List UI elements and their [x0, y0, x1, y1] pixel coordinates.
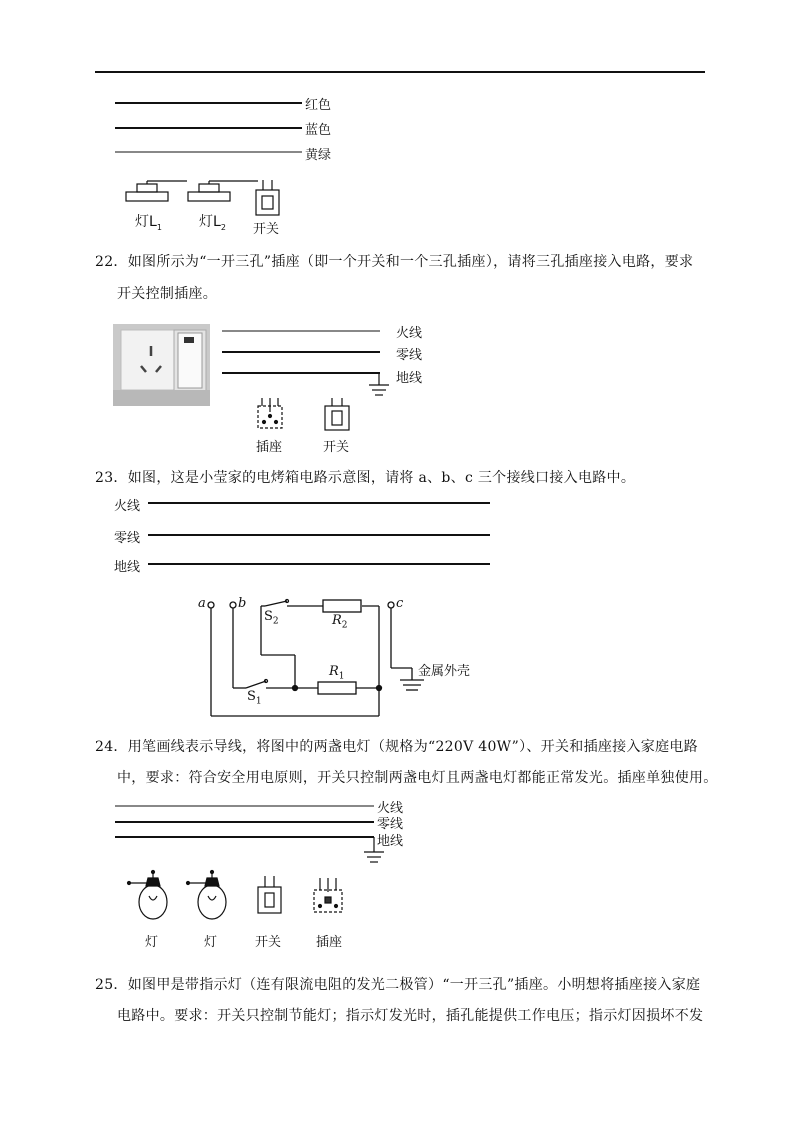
s2-text: S: [264, 609, 273, 624]
wire-label-red: 红色: [305, 98, 332, 113]
q24-lamp-1-label: 灯: [145, 935, 159, 950]
wire-label-blue: 蓝色: [305, 123, 332, 138]
switch-s2[interactable]: [265, 601, 287, 606]
r1-label: [329, 664, 345, 682]
resistor-r1: [318, 682, 356, 694]
switch-s1[interactable]: [246, 681, 266, 688]
lamp-l1-subscript: 1: [156, 222, 162, 232]
q22-socket-symbol[interactable]: [258, 398, 282, 428]
q22-ground-symbol: [369, 373, 389, 395]
r2-label: [332, 613, 348, 631]
terminal-b[interactable]: [230, 602, 236, 608]
q24-lamp-2-symbol[interactable]: [187, 871, 227, 920]
s1-subscript: 1: [255, 696, 262, 707]
q22-figure: [113, 324, 389, 430]
r2-subscript: 2: [341, 620, 348, 631]
metal-shell-label: 金属外壳: [418, 664, 471, 679]
q24-text-line-2: 中，要求：符合安全用电原则，开关只控制两盏电灯且两盏电灯都能正常发光。插座单独使用。: [117, 770, 718, 786]
q24-text-line-1: 24．用笔画线表示导线，将图中的两盏电灯（规格为“220V 40W”）、开关和插座接入家庭电路: [95, 739, 698, 755]
lamp-l1-symbol[interactable]: [126, 181, 187, 201]
q23-earth-label: 地线: [114, 560, 141, 575]
q24-lamp-1-symbol[interactable]: [128, 871, 168, 920]
oven-circuit: [208, 600, 424, 717]
q24-figure: [115, 806, 384, 919]
q24-switch-symbol[interactable]: [258, 876, 281, 913]
q24-switch-label: 开关: [255, 935, 282, 950]
terminal-c-label: c: [396, 596, 404, 611]
q25-text-line-2: 电路中。要求：开关只控制节能灯；指示灯发光时，插孔能提供工作电压；指示灯因损坏不发: [117, 1008, 704, 1024]
lamp-l2-symbol[interactable]: [188, 181, 258, 201]
q24-earth-label: 地线: [377, 834, 404, 849]
switch-symbol[interactable]: [256, 180, 279, 215]
terminal-b-label: b: [238, 596, 247, 611]
q22-earth-label: 地线: [396, 371, 423, 386]
q24-lamp-2-label: 灯: [204, 935, 218, 950]
q22-socket-label: 插座: [256, 440, 283, 455]
q22-switch-label: 开关: [323, 440, 350, 455]
q23-text-line-1: 23．如图，这是小莹家的电烤箱电路示意图，请将 a、b、c 三个接线口接入电路中。: [95, 470, 636, 486]
q22-live-label: 火线: [396, 326, 423, 341]
socket-photo: [113, 324, 210, 406]
r1-text: R: [329, 664, 339, 679]
q22-text-line-1: 22．如图所示为“一开三孔”插座（即一个开关和一个三孔插座），请将三孔插座接入电路，要求: [95, 254, 694, 270]
lamp-l2-text: 灯L: [199, 214, 221, 230]
q24-neutral-label: 零线: [377, 817, 404, 832]
q23-live-label: 火线: [114, 499, 141, 514]
q22-switch-symbol[interactable]: [325, 398, 349, 430]
q22-text-line-2: 开关控制插座。: [117, 286, 218, 302]
q25-text-line-1: 25．如图甲是带指示灯（连有限流电阻的发光二极管）“一开三孔”插座。小明想将插座接入家庭: [95, 977, 701, 993]
lamp-l2-subscript: 2: [220, 222, 226, 232]
s2-subscript: 2: [272, 616, 279, 627]
s1-label: [247, 689, 262, 707]
top-figure: [115, 103, 302, 215]
switch-label: 开关: [253, 222, 280, 237]
s2-label: [264, 609, 279, 627]
terminal-a[interactable]: [208, 602, 214, 608]
q23-neutral-label: 零线: [114, 531, 141, 546]
r2-text: R: [332, 613, 342, 628]
terminal-a-label: a: [198, 596, 206, 611]
terminal-c[interactable]: [388, 602, 394, 608]
s1-text: S: [247, 689, 256, 704]
wire-label-yellow-green: 黄绿: [305, 148, 332, 163]
q24-socket-label: 插座: [316, 935, 343, 950]
q24-socket-symbol[interactable]: [314, 878, 342, 912]
r1-subscript: 1: [338, 671, 345, 682]
lamp-l1-label: [135, 211, 162, 232]
q24-live-label: 火线: [377, 801, 404, 816]
q22-neutral-label: 零线: [396, 348, 423, 363]
lamp-l2-label: [199, 211, 226, 232]
resistor-r2: [323, 600, 361, 612]
lamp-l1-text: 灯L: [135, 214, 157, 230]
